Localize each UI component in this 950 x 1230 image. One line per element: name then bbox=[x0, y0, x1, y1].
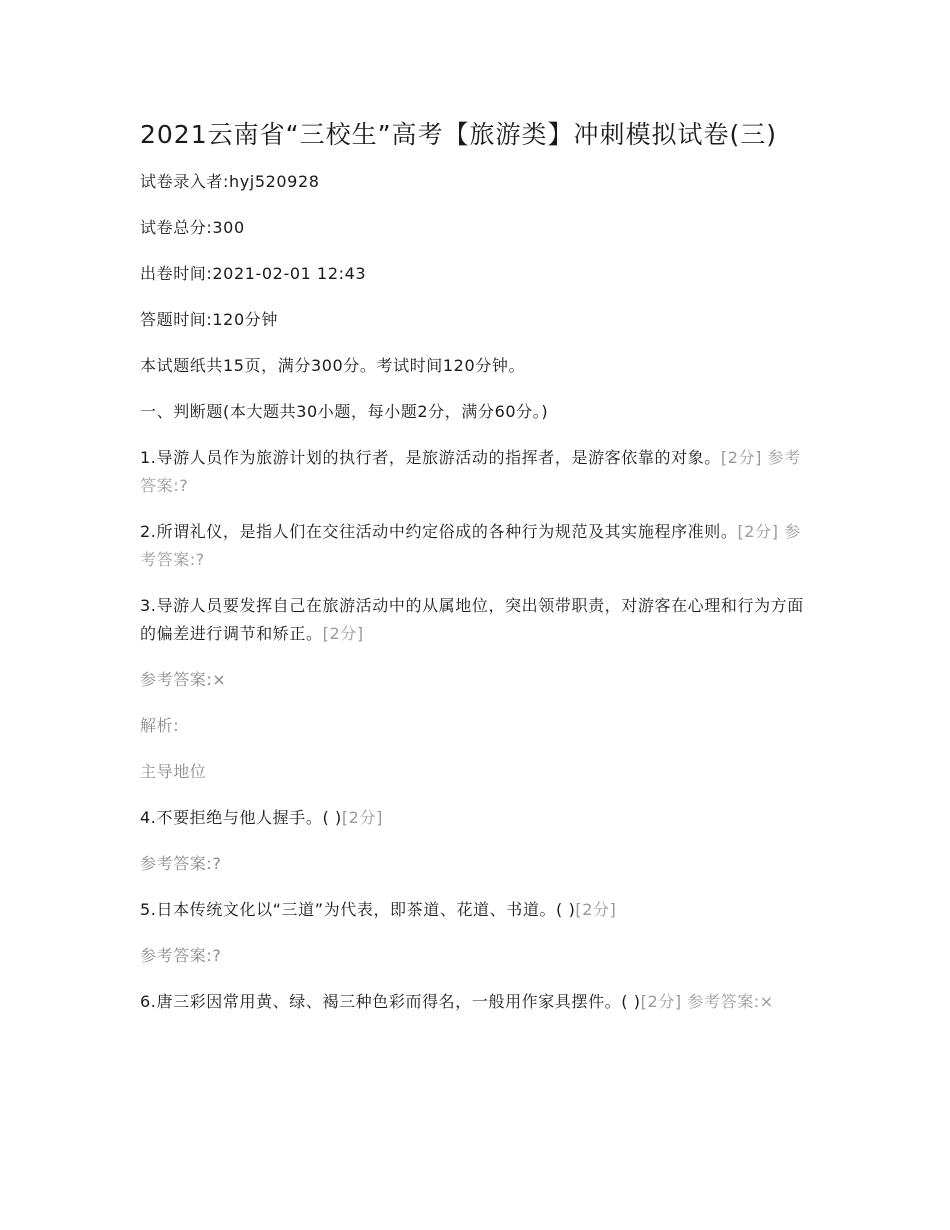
question-2-score-answer: [2分] 参考答案:? bbox=[140, 522, 801, 569]
question-2 bbox=[140, 518, 805, 574]
question-6 bbox=[140, 988, 805, 1016]
question-4-answer: 参考答案:? bbox=[140, 854, 222, 873]
meta-author: 试卷录入者:hyj520928 bbox=[140, 172, 320, 191]
question-2-text: 2.所谓礼仪，是指人们在交往活动中约定俗成的各种行为规范及其实施程序准则。 bbox=[140, 522, 738, 541]
question-5-text: 5.日本传统文化以“三道”为代表，即茶道、花道、书道。( ) bbox=[140, 900, 576, 919]
question-5-score: [2分] bbox=[575, 900, 617, 919]
meta-total-score: 试卷总分:300 bbox=[140, 218, 245, 237]
question-1 bbox=[140, 444, 805, 500]
question-3-answer: 参考答案:× bbox=[140, 670, 227, 689]
question-3-text: 3.导游人员要发挥自己在旅游活动中的从属地位，突出领带职责，对游客在心理和行为方面的偏差进行调节和矫正。 bbox=[140, 596, 804, 643]
question-1-text: 1.导游人员作为旅游计划的执行者，是旅游活动的指挥者，是游客依靠的对象。 bbox=[140, 448, 721, 467]
question-6-text: 6.唐三彩因常用黄、绿、褐三种色彩而得名，一般用作家具摆件。( ) bbox=[140, 992, 641, 1011]
section-heading: 一、判断题(本大题共30小题，每小题2分，满分60分。) bbox=[140, 402, 549, 421]
question-3-analysis: 主导地位 bbox=[140, 762, 207, 781]
question-6-score-answer: [2分] 参考答案:× bbox=[640, 992, 774, 1011]
meta-duration: 答题时间:120分钟 bbox=[140, 310, 278, 329]
question-4 bbox=[140, 804, 805, 832]
meta-created-time: 出卷时间:2021-02-01 12:43 bbox=[140, 264, 367, 283]
document-page bbox=[140, 116, 805, 1034]
question-1-score-answer: [2分] 参考答案:? bbox=[140, 448, 801, 495]
question-3 bbox=[140, 592, 805, 648]
document-title: 2021云南省“三校生”高考【旅游类】冲刺模拟试卷(三) bbox=[140, 120, 778, 149]
question-3-score: [2分] bbox=[322, 624, 364, 643]
question-5 bbox=[140, 896, 805, 924]
question-4-text: 4.不要拒绝与他人握手。( ) bbox=[140, 808, 342, 827]
exam-intro: 本试题纸共15页，满分300分。考试时间120分钟。 bbox=[140, 356, 526, 375]
question-5-answer: 参考答案:? bbox=[140, 946, 222, 965]
question-3-analysis-label: 解析: bbox=[140, 716, 180, 735]
question-4-score: [2分] bbox=[341, 808, 383, 827]
